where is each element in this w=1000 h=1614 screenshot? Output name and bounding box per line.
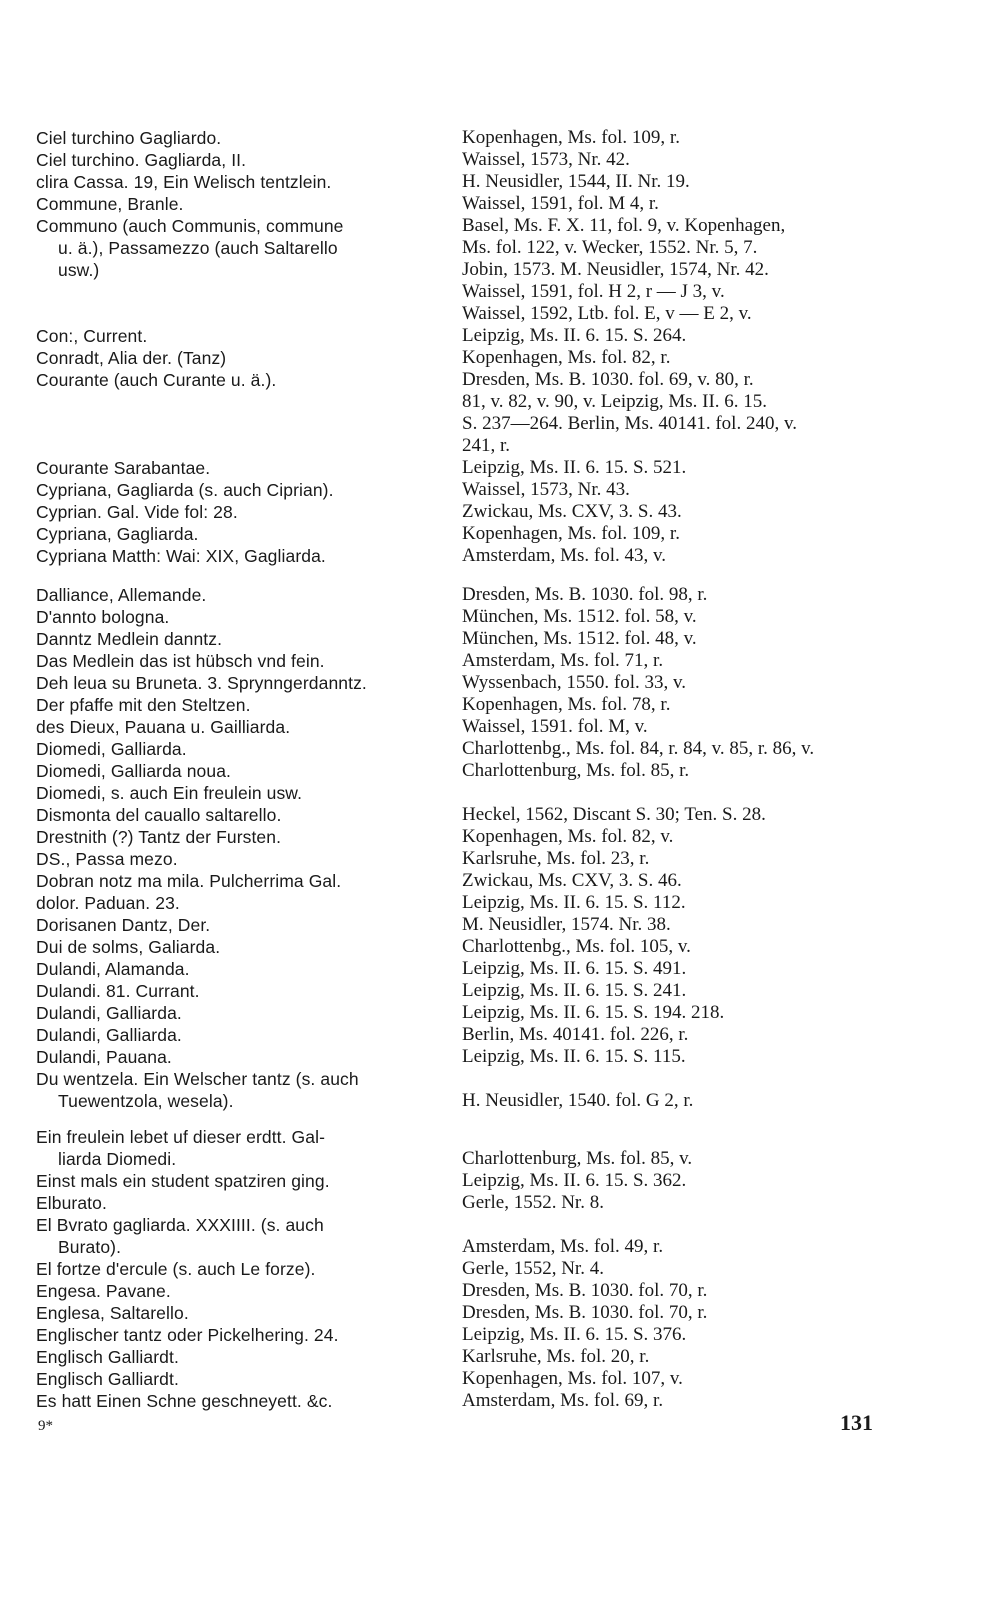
entry-row [36,457,906,479]
entry-title: Dalliance, Allemande. [36,585,207,605]
entry-source: Amsterdam, Ms. fol. 69, r. [462,1390,664,1411]
entry-row [36,1258,906,1280]
entry-source: Leipzig, Ms. II. 6. 15. S. 194. 218. [462,1002,725,1023]
entry-source: Kopenhagen, Ms. fol. 109, r. [462,523,680,544]
entry-source: Leipzig, Ms. II. 6. 15. S. 491. [462,958,687,979]
entry-row [36,325,906,347]
entry-source: Leipzig, Ms. II. 6. 15. S. 264. [462,325,687,346]
entry-title: Dulandi, Galliarda. [36,1003,182,1023]
entry-row [36,193,906,215]
entry-source: Waissel, 1592, Ltb. fol. E, v — E 2, v. [462,303,752,324]
entry-title: Diomedi, s. auch Ein freulein usw. [36,783,303,803]
entry-title: Es hatt Einen Schne geschneyett. &c. [36,1391,333,1411]
signature-mark: 9* [38,1418,53,1434]
entry-row [36,1214,906,1236]
entry-title: Cypriana, Gagliarda (s. auch Ciprian). [36,480,334,500]
entry-title: Dui de solms, Galiarda. [36,937,221,957]
entry-title: Burato). [58,1237,122,1257]
entry-row [36,1090,906,1112]
entry-row [36,347,906,369]
entry-source: Dresden, Ms. B. 1030. fol. 98, r. [462,584,708,605]
entry-title: Dulandi, Galliarda. [36,1025,182,1045]
page-number: 131 [840,1410,873,1435]
entry-row [36,259,906,281]
entry-title: El fortze d'ercule (s. auch Le forze). [36,1259,316,1279]
entry-row [36,435,906,457]
entry-source: Leipzig, Ms. II. 6. 15. S. 362. [462,1170,687,1191]
entry-row [36,848,906,870]
entry-row [36,1046,906,1068]
entry-title: Ciel turchino. Gagliarda, II. [36,150,247,170]
entry-row [36,738,906,760]
entry-source: Kopenhagen, Ms. fol. 82, r. [462,347,671,368]
entry-title: Cypriana, Gagliarda. [36,524,199,544]
entry-title: Dulandi. 81. Currant. [36,981,200,1001]
entry-title: Tuewentzola, wesela). [58,1091,234,1111]
entry-title: clira Cassa. 19, Ein Welisch tentzlein. [36,172,332,192]
entry-row [36,760,906,782]
entry-title: Conradt, Alia der. (Tanz) [36,348,227,368]
entry-title: Danntz Medlein danntz. [36,629,223,649]
entry-row [36,584,906,606]
entry-source: Karlsruhe, Ms. fol. 23, r. [462,848,650,869]
entry-source: Dresden, Ms. B. 1030. fol. 69, v. 80, r. [462,369,754,390]
entry-title: Diomedi, Galliarda. [36,739,187,759]
entry-title: Con:, Current. [36,326,148,346]
entry-title: liarda Diomedi. [58,1149,177,1169]
entry-row [36,826,906,848]
entry-source: Amsterdam, Ms. fol. 71, r. [462,650,664,671]
entry-title: Courante (auch Curante u. ä.). [36,370,277,390]
entry-row [36,149,906,171]
entry-source: Karlsruhe, Ms. fol. 20, r. [462,1346,650,1367]
entry-row [36,237,906,259]
entry-source: Ms. fol. 122, v. Wecker, 1552. Nr. 5, 7. [462,237,758,258]
entry-row [36,958,906,980]
entry-row [36,1192,906,1214]
entry-title: Ein freulein lebet uf dieser erdtt. Gal- [36,1127,326,1147]
entry-row [36,1148,906,1170]
entry-source: Charlottenburg, Ms. fol. 85, v. [462,1148,693,1169]
entry-title: Cypriana Matth: Wai: XIX, Gagliarda. [36,546,326,566]
entry-source: Gerle, 1552. Nr. 8. [462,1192,604,1213]
entry-title: Einst mals ein student spatziren ging. [36,1171,330,1191]
entry-title: El Bvrato gagliarda. XXXIIII. (s. auch [36,1215,324,1235]
entry-source: Leipzig, Ms. II. 6. 15. S. 521. [462,457,687,478]
entry-title: Engesa. Pavane. [36,1281,171,1301]
entry-source: Amsterdam, Ms. fol. 49, r. [462,1236,664,1257]
entry-title: D'annto bologna. [36,607,170,627]
entry-source: 241, r. [462,435,511,456]
entry-row [36,936,906,958]
entry-row [36,413,906,435]
entry-title: Cyprian. Gal. Vide fol: 28. [36,502,238,522]
entry-row [36,914,906,936]
entry-source: Waissel, 1591. fol. M, v. [462,716,648,737]
entry-row [36,1170,906,1192]
entry-source: S. 237—264. Berlin, Ms. 40141. fol. 240, v. [462,413,797,434]
entry-row [36,1390,906,1412]
entry-source: Berlin, Ms. 40141. fol. 226, r. [462,1024,689,1045]
entry-source: Jobin, 1573. M. Neusidler, 1574, Nr. 42. [462,259,769,280]
entry-source: Kopenhagen, Ms. fol. 109, r. [462,127,680,148]
entry-source: H. Neusidler, 1540. fol. G 2, r. [462,1090,694,1111]
entry-title: u. ä.), Passamezzo (auch Saltarello [58,238,338,258]
entry-source: Charlottenbg., Ms. fol. 105, v. [462,936,691,957]
entry-source: München, Ms. 1512. fol. 48, v. [462,628,697,649]
entry-row [36,650,906,672]
entry-row [36,694,906,716]
entry-title: Drestnith (?) Tantz der Fursten. [36,827,282,847]
entry-row [36,1002,906,1024]
entry-title: Das Medlein das ist hübsch vnd fein. [36,651,325,671]
entry-title: Englisch Galliardt. [36,1369,179,1389]
entry-source: Waissel, 1591, fol. M 4, r. [462,193,659,214]
entry-source: Waissel, 1573, Nr. 43. [462,479,630,500]
entry-title: Ciel turchino Gagliardo. [36,128,222,148]
entry-source: Kopenhagen, Ms. fol. 107, v. [462,1368,683,1389]
entry-source: Basel, Ms. F. X. 11, fol. 9, v. Kopenhagen, [462,215,786,236]
entry-source: Waissel, 1573, Nr. 42. [462,149,630,170]
entry-row [36,892,906,914]
entry-row [36,1346,906,1368]
entry-row [36,1236,906,1258]
entry-title: Dulandi, Alamanda. [36,959,190,979]
entry-row [36,1280,906,1302]
entry-source: Kopenhagen, Ms. fol. 78, r. [462,694,671,715]
entry-row [36,369,906,391]
entry-source: M. Neusidler, 1574. Nr. 38. [462,914,671,935]
entry-title: Du wentzela. Ein Welscher tantz (s. auch [36,1069,359,1089]
entry-title: DS., Passa mezo. [36,849,178,869]
entry-title: Englischer tantz oder Pickelhering. 24. [36,1325,339,1345]
entry-title: des Dieux, Pauana u. Gailliarda. [36,717,291,737]
entry-source: Wyssenbach, 1550. fol. 33, v. [462,672,687,693]
entry-row [36,672,906,694]
entry-row [36,716,906,738]
entry-row [36,606,906,628]
entry-title: Courante Sarabantae. [36,458,211,478]
entry-title: Commune, Branle. [36,194,184,214]
entry-row [36,1024,906,1046]
entry-source: Waissel, 1591, fol. H 2, r — J 3, v. [462,281,725,302]
entry-title: Dobran notz ma mila. Pulcherrima Gal. [36,871,342,891]
entry-title: Der pfaffe mit den Steltzen. [36,695,251,715]
entry-title: Dorisanen Dantz, Der. [36,915,211,935]
entry-title: Englisch Galliardt. [36,1347,179,1367]
entry-source: H. Neusidler, 1544, II. Nr. 19. [462,171,690,192]
entry-title: Communo (auch Communis, commune [36,216,344,236]
entry-row [36,127,906,149]
entry-source: Heckel, 1562, Discant S. 30; Ten. S. 28. [462,804,766,825]
entry-row [36,1068,906,1090]
entry-title: dolor. Paduan. 23. [36,893,180,913]
entry-title: Diomedi, Galliarda noua. [36,761,232,781]
entry-title: Dulandi, Pauana. [36,1047,172,1067]
entry-source: Amsterdam, Ms. fol. 43, v. [462,545,667,566]
entry-row [36,980,906,1002]
entry-row [36,870,906,892]
entry-source: Leipzig, Ms. II. 6. 15. S. 376. [462,1324,687,1345]
entry-row [36,171,906,193]
entry-source: 81, v. 82, v. 90, v. Leipzig, Ms. II. 6. 15. [462,391,768,412]
entry-source: Zwickau, Ms. CXV, 3. S. 46. [462,870,682,891]
entry-source: Charlottenburg, Ms. fol. 85, r. [462,760,690,781]
entry-source: Zwickau, Ms. CXV, 3. S. 43. [462,501,682,522]
entry-row [36,281,906,303]
entry-row [36,391,906,413]
entry-source: Leipzig, Ms. II. 6. 15. S. 115. [462,1046,686,1067]
entry-source: Leipzig, Ms. II. 6. 15. S. 112. [462,892,686,913]
entry-row [36,1126,906,1148]
entry-source: Gerle, 1552, Nr. 4. [462,1258,604,1279]
entry-source: Kopenhagen, Ms. fol. 82, v. [462,826,674,847]
entry-row [36,804,906,826]
entry-source: Leipzig, Ms. II. 6. 15. S. 241. [462,980,687,1001]
entry-row [36,523,906,545]
entry-title: Dismonta del cauallo saltarello. [36,805,282,825]
entry-row [36,1324,906,1346]
entry-row [36,215,906,237]
entry-title: Elburato. [36,1193,107,1213]
entry-source: Dresden, Ms. B. 1030. fol. 70, r. [462,1302,708,1323]
entry-source: München, Ms. 1512. fol. 58, v. [462,606,697,627]
entry-title: Englesa, Saltarello. [36,1303,189,1323]
entry-source: Charlottenbg., Ms. fol. 84, r. 84, v. 85, r. 86, v. [462,738,815,759]
entry-row [36,479,906,501]
entry-row [36,545,906,567]
entry-row [36,303,906,325]
entry-source: Dresden, Ms. B. 1030. fol. 70, r. [462,1280,708,1301]
entry-row [36,1302,906,1324]
entry-row [36,501,906,523]
entry-row [36,628,906,650]
entry-title: usw.) [58,260,100,280]
entry-row [36,782,906,804]
entry-row [36,1368,906,1390]
entry-title: Deh leua su Bruneta. 3. Sprynngerdanntz. [36,673,367,693]
